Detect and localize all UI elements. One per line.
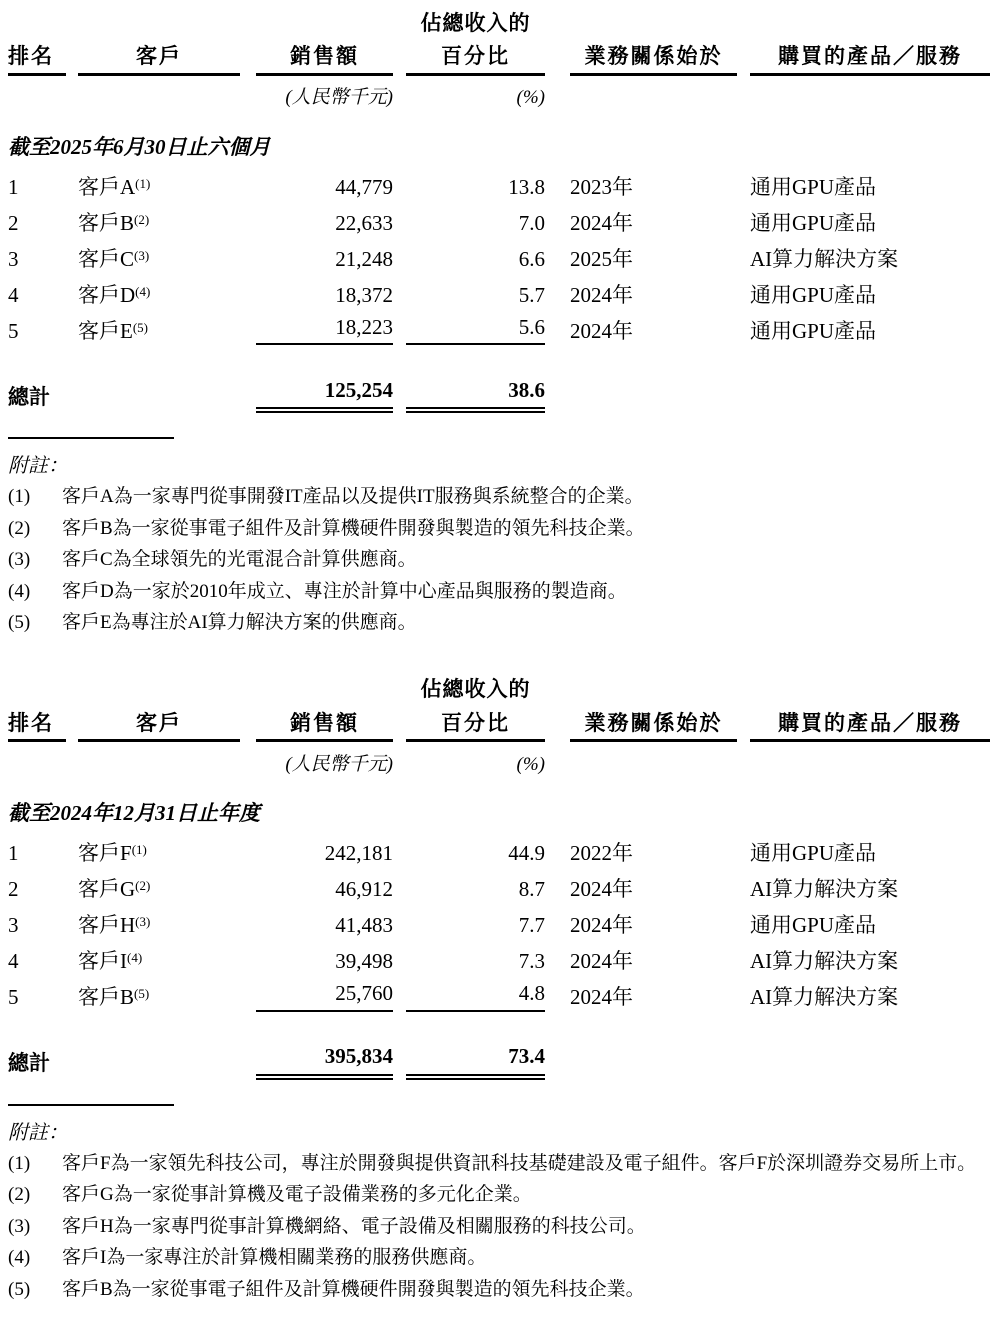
rank-cell: 1 [8, 841, 19, 866]
note-ref: (1) [131, 842, 147, 858]
period-title-row [8, 110, 990, 164]
note-ref: (3) [134, 247, 150, 263]
table-row [8, 867, 990, 903]
spacer-row [8, 1011, 990, 1035]
customer-cell [78, 903, 240, 939]
pct-cell: 4.8 [406, 975, 545, 1011]
spacer-row [8, 344, 990, 368]
sales-unit-label: (人民幣千元) [285, 753, 393, 775]
pct-header-line1: 佔總收入的 [420, 677, 531, 702]
products-column-header: 購買的產品／服務 [750, 36, 990, 74]
note-ref: (3) [135, 914, 151, 930]
pct-header-line1: 佔總收入的 [420, 10, 531, 35]
customer-name: 客戶H [78, 913, 136, 938]
product-cell: AI算力解決方案 [750, 985, 899, 1010]
pct-cell: 7.3 [518, 949, 545, 974]
period-title: 截至2024年12月31日止年度 [8, 801, 260, 826]
since-cell: 2024年 [570, 913, 633, 938]
customer-cell [78, 939, 240, 975]
customer-name: 客戶G [78, 877, 136, 902]
notes-separator-rule [8, 437, 174, 439]
sales-cell: 18,223 [256, 308, 393, 344]
table-row [8, 831, 990, 867]
note-item [8, 544, 990, 576]
note-ref: (2) [135, 878, 151, 894]
since-cell: 2024年 [570, 949, 633, 974]
note-text: 客戶E為專注於AI算力解決方案的供應商。 [62, 612, 417, 633]
sales-column-header: 銷售額 [256, 36, 393, 74]
total-label: 總計 [8, 384, 50, 409]
customer-cell [78, 236, 240, 272]
note-number: (2) [8, 517, 31, 539]
product-cell: AI算力解決方案 [750, 877, 899, 902]
total-row [8, 368, 990, 410]
product-cell: AI算力解決方案 [750, 949, 899, 974]
table-row [8, 236, 990, 272]
table-row [8, 939, 990, 975]
product-cell: 通用GPU產品 [750, 174, 877, 199]
customer-column-header: 客戶 [78, 36, 240, 74]
notes-block [8, 437, 990, 639]
rank-cell: 4 [8, 282, 19, 307]
table-row [8, 200, 990, 236]
rank-cell: 4 [8, 949, 19, 974]
pct-unit-label: (%) [516, 753, 545, 775]
rank-cell: 5 [8, 318, 19, 343]
customer-cell [78, 975, 240, 1011]
note-text: 客戶H為一家專門從事計算機網絡、電子設備及相關服務的科技公司。 [62, 1215, 646, 1237]
note-ref: (2) [134, 211, 150, 227]
customer-cell [78, 308, 240, 344]
product-cell: 通用GPU產品 [750, 841, 877, 866]
note-item [8, 513, 990, 545]
total-sales: 125,254 [256, 368, 393, 410]
note-text: 客戶I為一家專注於計算機相關業務的服務供應商。 [62, 1247, 487, 1268]
note-ref: (5) [134, 986, 150, 1002]
customer-cell [78, 200, 240, 236]
customer-name: 客戶F [78, 841, 132, 866]
column-header-row [8, 703, 990, 741]
period-title: 截至2025年6月30日止六個月 [8, 134, 271, 159]
pct-unit-label: (%) [516, 87, 545, 109]
note-item [8, 481, 990, 513]
customer-name: 客戶I [78, 949, 127, 974]
pct-cell: 7.7 [518, 913, 545, 938]
sales-cell: 18,372 [335, 282, 393, 307]
sales-cell: 44,779 [335, 174, 393, 199]
note-ref: (5) [132, 319, 148, 335]
period-title-row [8, 777, 990, 831]
product-cell: 通用GPU產品 [750, 318, 877, 343]
note-number: (2) [8, 1184, 31, 1205]
customer-table-2025 [8, 4, 990, 413]
section-2025-six-months [8, 4, 990, 639]
notes-block [8, 1104, 990, 1306]
total-label: 總計 [8, 1051, 50, 1076]
products-column-header: 購買的產品／服務 [750, 703, 990, 741]
since-cell: 2024年 [570, 877, 633, 902]
product-cell: 通用GPU產品 [750, 282, 877, 307]
note-number: (4) [8, 1247, 31, 1268]
since-cell: 2023年 [570, 174, 633, 199]
pct-cell: 13.8 [508, 174, 545, 199]
note-text: 客戶B為一家從事電子組件及計算機硬件開發與製造的領先科技企業。 [62, 517, 645, 539]
note-text: 客戶B為一家從事電子組件及計算機硬件開發與製造的領先科技企業。 [62, 1278, 645, 1300]
since-cell: 2024年 [570, 318, 633, 343]
sales-column-header: 銷售額 [256, 703, 393, 741]
table-row [8, 975, 990, 1011]
column-header-row [8, 36, 990, 74]
header-overline-row [8, 671, 990, 703]
sales-cell: 22,633 [335, 210, 393, 235]
note-item [8, 1179, 990, 1211]
total-sales: 395,834 [256, 1035, 393, 1077]
product-cell: AI算力解決方案 [750, 246, 899, 271]
customer-name: 客戶D [78, 282, 136, 307]
pct-cell: 8.7 [518, 877, 545, 902]
notes-label: 附註： [8, 455, 68, 477]
note-ref: (4) [135, 283, 151, 299]
product-cell: 通用GPU產品 [750, 210, 877, 235]
relationship-column-header: 業務關係始於 [570, 36, 737, 74]
note-number: (3) [8, 549, 31, 570]
note-item [8, 576, 990, 608]
note-number: (5) [8, 1278, 31, 1300]
note-item [8, 607, 990, 639]
table-row [8, 272, 990, 308]
note-item [8, 1274, 990, 1306]
since-cell: 2025年 [570, 246, 633, 271]
pct-cell: 5.6 [406, 308, 545, 344]
note-number: (5) [8, 612, 31, 633]
relationship-column-header: 業務關係始於 [570, 703, 737, 741]
sales-cell: 46,912 [335, 877, 393, 902]
note-text: 客戶A為一家專門從事開發IT產品以及提供IT服務與系統整合的企業。 [62, 486, 644, 507]
pct-cell: 6.6 [518, 246, 545, 271]
rank-cell: 1 [8, 174, 19, 199]
product-cell: 通用GPU產品 [750, 913, 877, 938]
sales-cell: 41,483 [335, 913, 393, 938]
total-row [8, 1035, 990, 1077]
pct-cell: 5.7 [518, 282, 545, 307]
since-cell: 2024年 [570, 282, 633, 307]
notes-label: 附註： [8, 1121, 68, 1144]
note-text: 客戶F為一家領先科技公司，專注於開發與提供資訊科技基礎建設及電子組件。客戶F於深圳證券交易所上市。 [62, 1152, 977, 1174]
rank-cell: 5 [8, 985, 19, 1010]
pct-cell: 7.0 [518, 210, 545, 235]
note-number: (1) [8, 1152, 31, 1174]
customer-name: 客戶A [78, 174, 136, 199]
table-row [8, 308, 990, 344]
sales-cell: 242,181 [324, 841, 393, 866]
note-number: (1) [8, 486, 31, 507]
total-pct: 73.4 [406, 1035, 545, 1077]
customer-column-header: 客戶 [78, 703, 240, 741]
customer-name: 客戶B [78, 985, 135, 1010]
customer-cell [78, 272, 240, 308]
section-2024-full-year [8, 671, 990, 1306]
note-ref: (4) [127, 950, 143, 966]
customer-name: 客戶C [78, 246, 135, 271]
customer-name: 客戶E [78, 318, 133, 343]
customer-table-2024 [8, 671, 990, 1080]
header-overline-row [8, 4, 990, 36]
note-item [8, 1242, 990, 1274]
rank-cell: 2 [8, 210, 19, 235]
note-text: 客戶D為一家於2010年成立、專注於計算中心產品與服務的製造商。 [62, 580, 627, 602]
pct-column-header: 百分比 [406, 703, 545, 741]
rank-cell: 3 [8, 913, 19, 938]
rank-cell: 2 [8, 877, 19, 902]
sales-unit-label: (人民幣千元) [285, 87, 393, 109]
customer-cell [78, 831, 240, 867]
customer-cell [78, 867, 240, 903]
table-row [8, 903, 990, 939]
rank-column-header: 排名 [8, 36, 66, 74]
pct-column-header: 百分比 [406, 36, 545, 74]
sales-cell: 39,498 [335, 949, 393, 974]
since-cell: 2024年 [570, 210, 633, 235]
note-item [8, 1148, 990, 1180]
rank-column-header: 排名 [8, 703, 66, 741]
sales-cell: 25,760 [256, 975, 393, 1011]
rank-cell: 3 [8, 246, 19, 271]
notes-separator-rule [8, 1104, 174, 1106]
since-cell: 2022年 [570, 841, 633, 866]
table-row [8, 164, 990, 200]
units-row [8, 741, 990, 777]
customer-name: 客戶B [78, 210, 135, 235]
customer-cell [78, 164, 240, 200]
units-row [8, 74, 990, 110]
note-number: (4) [8, 580, 31, 602]
sales-cell: 21,248 [335, 246, 393, 271]
note-item [8, 1211, 990, 1243]
note-ref: (1) [135, 175, 151, 191]
note-text: 客戶G為一家從事計算機及電子設備業務的多元化企業。 [62, 1184, 532, 1205]
total-pct: 38.6 [406, 368, 545, 410]
note-number: (3) [8, 1215, 31, 1237]
note-text: 客戶C為全球領先的光電混合計算供應商。 [62, 549, 417, 570]
since-cell: 2024年 [570, 985, 633, 1010]
pct-cell: 44.9 [508, 841, 545, 866]
